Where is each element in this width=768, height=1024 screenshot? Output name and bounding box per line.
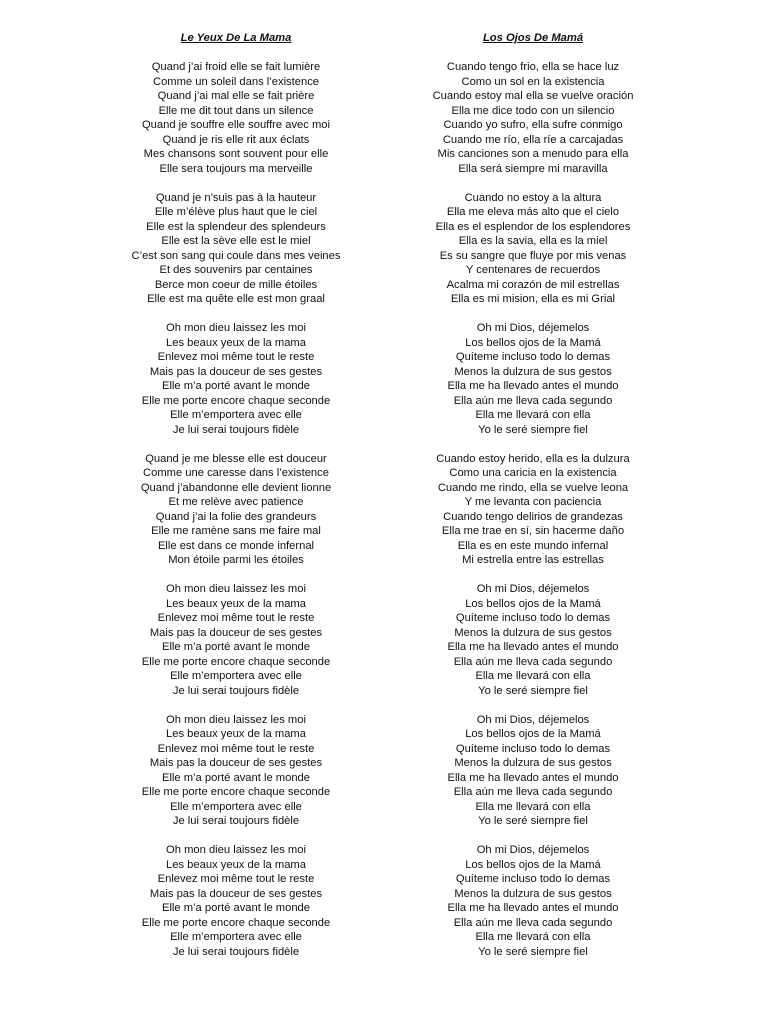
spanish-stanza (373, 60, 693, 176)
spanish-lyric-line: Ella me llevará con ella (475, 409, 591, 421)
french-lyric-line: Les beaux yeux de la mama (166, 858, 306, 871)
spanish-stanzas (373, 60, 693, 959)
french-lyric-line: Elle me porte encore chaque seconde (141, 655, 331, 668)
spanish-lyric-line: Cuando me río, ella ríe a carcajadas (442, 133, 624, 146)
french-lyric-line: Et des souvenirs par centaines (159, 264, 313, 276)
spanish-lyric-line: Oh mi Dios, déjemelos (476, 322, 590, 334)
french-lyric-line: Quand j’ai mal elle se fait prière (157, 90, 315, 102)
french-lyric-line: Mais pas la douceur de ses gestes (149, 757, 323, 769)
spanish-lyric-line: Los bellos ojos de la Mamá (465, 858, 601, 871)
spanish-lyric-line: Oh mi Dios, déjemelos (476, 583, 590, 595)
spanish-stanza (373, 843, 693, 959)
spanish-lyric-line: Ella me ha llevado antes el mundo (447, 380, 619, 392)
french-lyric-line: Elle m’a porté avant le monde (161, 380, 310, 392)
spanish-column (373, 31, 693, 974)
french-lyric-line: Quand je souffre elle souffre avec moi (141, 119, 331, 131)
spanish-lyric-line: Ella me trae en sí, sin hacerme daño (441, 525, 625, 537)
french-stanzas (76, 60, 396, 959)
spanish-lyric-line: Como un sol en la existencia (461, 75, 605, 88)
spanish-lyric-line: Quíteme incluso todo lo demas (455, 351, 611, 363)
spanish-lyric-line: Y me levanta con paciencia (464, 496, 602, 508)
spanish-lyric-line: Menos la dulzura de sus gestos (454, 626, 612, 639)
spanish-lyric-line: Los bellos ojos de la Mamá (465, 597, 601, 610)
spanish-lyric-line: Ella será siempre mi maravilla (458, 162, 608, 175)
french-lyric-line: Mais pas la douceur de ses gestes (149, 626, 323, 639)
spanish-lyric-line: Cuando estoy mal ella se vuelve oración (432, 90, 634, 102)
spanish-lyric-line: Ella me llevará con ella (475, 931, 591, 943)
french-lyric-line: Berce mon coeur de mille étoiles (154, 278, 318, 291)
french-lyric-line: Enlevez moi même tout le reste (157, 742, 315, 755)
spanish-lyric-line: Mis canciones son a menudo para ella (437, 148, 629, 160)
spanish-lyric-line: Cuando estoy herido, ella es la dulzura (436, 452, 630, 465)
french-lyric-line: Quand je ris elle rit aux éclats (162, 133, 310, 146)
french-lyric-line: Elle m’a porté avant le monde (161, 902, 310, 914)
french-lyric-line: Comme un soleil dans l’existence (152, 75, 320, 88)
spanish-lyric-line: Ella me llevará con ella (475, 670, 591, 682)
spanish-lyric-line: Ella me ha llevado antes el mundo (447, 641, 619, 653)
french-lyric-line: Elle est la sève elle est le miel (161, 235, 311, 247)
french-lyric-line: Elle m’élève plus haut que le ciel (154, 206, 318, 218)
spanish-lyric-line: Cuando tengo frio, ella se hace luz (446, 61, 620, 73)
spanish-lyric-line: Ella aún me lleva cada segundo (453, 786, 613, 798)
french-lyric-line: Quand j’ai la folie des grandeurs (155, 510, 317, 523)
spanish-lyric-line: Yo le seré siempre fiel (478, 684, 588, 697)
french-lyric-line: Elle sera toujours ma merveille (159, 162, 313, 175)
french-lyric-line: Elle est dans ce monde infernal (157, 539, 315, 552)
spanish-lyric-line: Ella aún me lleva cada segundo (453, 916, 613, 929)
french-lyric-line: Elle me porte encore chaque seconde (141, 394, 331, 407)
french-lyric-line: Elle me porte encore chaque seconde (141, 786, 331, 798)
french-lyric-line: Elle m’emportera avec elle (170, 670, 302, 682)
french-lyric-line: Quand j’abandonne elle devient lionne (140, 481, 332, 494)
spanish-lyric-line: Ella me eleva más alto que el cielo (446, 206, 620, 218)
spanish-lyric-line: Es su sangre que fluye por mis venas (439, 249, 627, 262)
french-stanza (76, 191, 396, 307)
spanish-stanza (373, 191, 693, 307)
french-lyric-line: Elle m’emportera avec elle (170, 931, 302, 943)
spanish-lyric-line: Ella es el esplendor de los esplendores (435, 220, 631, 233)
french-lyric-line: Les beaux yeux de la mama (166, 597, 306, 610)
french-lyric-line: Elle est la splendeur des splendeurs (146, 220, 326, 233)
french-stanza (76, 843, 396, 959)
spanish-lyric-line: Ella me ha llevado antes el mundo (447, 902, 619, 914)
french-stanza (76, 713, 396, 829)
french-stanza (76, 321, 396, 437)
french-lyric-line: Oh mon dieu laissez les moi (166, 713, 306, 726)
french-lyric-line: Enlevez moi même tout le reste (157, 873, 315, 885)
spanish-lyric-line: Ella es en este mundo infernal (457, 539, 609, 552)
french-lyric-line: Elle me dit tout dans un silence (158, 104, 314, 117)
spanish-lyric-line: Los bellos ojos de la Mamá (465, 336, 601, 349)
french-lyric-line: Je lui serai toujours fidèle (172, 815, 300, 827)
french-lyric-line: Mais pas la douceur de ses gestes (149, 887, 323, 900)
french-stanza (76, 452, 396, 568)
french-lyric-line: C’est son sang qui coule dans mes veines (131, 249, 341, 262)
spanish-stanza (373, 713, 693, 829)
french-lyric-line: Oh mon dieu laissez les moi (166, 322, 306, 334)
spanish-lyric-line: Oh mi Dios, déjemelos (476, 844, 590, 856)
french-stanza (76, 60, 396, 176)
french-lyric-line: Enlevez moi même tout le reste (157, 351, 315, 363)
spanish-lyric-line: Quíteme incluso todo lo demas (455, 742, 611, 755)
french-lyric-line: Je lui serai toujours fidèle (172, 684, 300, 697)
spanish-lyric-line: Los bellos ojos de la Mamá (465, 728, 601, 740)
spanish-lyric-line: Yo le seré siempre fiel (478, 945, 588, 958)
spanish-stanza (373, 452, 693, 568)
spanish-lyric-line: Acalma mi corazón de mil estrellas (446, 278, 620, 291)
french-lyric-line: Et me relève avec patience (168, 496, 304, 508)
spanish-stanza (373, 582, 693, 698)
french-lyric-line: Les beaux yeux de la mama (166, 336, 306, 349)
french-lyric-line: Comme une caresse dans l’existence (143, 467, 329, 479)
spanish-lyric-line: Como una caricia en la existencia (449, 467, 617, 479)
spanish-lyric-line: Menos la dulzura de sus gestos (454, 757, 612, 769)
french-lyric-line: Elle me porte encore chaque seconde (141, 916, 331, 929)
french-title: Le Yeux De La Mama (180, 32, 292, 44)
french-lyric-line: Elle m’a porté avant le monde (161, 641, 310, 653)
spanish-lyric-line: Ella es mi mision, ella es mi Grial (450, 293, 616, 305)
spanish-lyric-line: Cuando me rindo, ella se vuelve leona (437, 481, 629, 494)
spanish-lyric-line: Menos la dulzura de sus gestos (454, 365, 612, 378)
spanish-lyric-line: Cuando yo sufro, ella sufre conmigo (443, 119, 623, 131)
french-lyric-line: Je lui serai toujours fidèle (172, 945, 300, 958)
spanish-stanza (373, 321, 693, 437)
spanish-lyric-line: Ella aún me lleva cada segundo (453, 655, 613, 668)
french-lyric-line: Elle m’emportera avec elle (170, 409, 302, 421)
french-lyric-line: Quand je me blesse elle est douceur (145, 452, 327, 465)
spanish-lyric-line: Ella me llevará con ella (475, 800, 591, 813)
french-lyric-line: Oh mon dieu laissez les moi (166, 583, 306, 595)
spanish-title: Los Ojos De Mamá (482, 32, 584, 44)
french-lyric-line: Elle m’a porté avant le monde (161, 771, 310, 784)
spanish-lyric-line: Cuando tengo delirios de grandezas (443, 510, 623, 523)
spanish-lyric-line: Quíteme incluso todo lo demas (455, 873, 611, 885)
french-lyric-line: Quand j’ai froid elle se fait lumière (151, 61, 321, 73)
french-lyric-line: Mon étoile parmi les étoiles (168, 554, 304, 566)
spanish-lyric-line: Ella me dice todo con un silencio (451, 104, 615, 117)
spanish-lyric-line: Ella es la savia, ella es la miel (458, 235, 608, 247)
french-lyric-line: Quand je n’suis pas à la hauteur (155, 191, 317, 204)
spanish-lyric-line: Yo le seré siempre fiel (478, 815, 588, 827)
french-lyric-line: Je lui serai toujours fidèle (172, 423, 300, 436)
spanish-lyric-line: Cuando no estoy a la altura (464, 191, 602, 204)
french-column (76, 31, 396, 974)
spanish-lyric-line: Y centenares de recuerdos (465, 264, 601, 276)
french-lyric-line: Elle m’emportera avec elle (170, 800, 302, 813)
spanish-lyric-line: Yo le seré siempre fiel (478, 423, 588, 436)
spanish-lyric-line: Ella me ha llevado antes el mundo (447, 771, 619, 784)
french-lyric-line: Elle est ma quête elle est mon graal (147, 293, 325, 305)
french-stanza (76, 582, 396, 698)
french-lyric-line: Mais pas la douceur de ses gestes (149, 365, 323, 378)
spanish-lyric-line: Mi estrella entre las estrellas (462, 554, 604, 566)
french-lyric-line: Les beaux yeux de la mama (166, 728, 306, 740)
french-lyric-line: Mes chansons sont souvent pour elle (143, 148, 329, 160)
spanish-lyric-line: Menos la dulzura de sus gestos (454, 887, 612, 900)
french-lyric-line: Elle me ramène sans me faire mal (151, 525, 321, 537)
spanish-lyric-line: Oh mi Dios, déjemelos (476, 713, 590, 726)
spanish-lyric-line: Ella aún me lleva cada segundo (453, 394, 613, 407)
french-lyric-line: Enlevez moi même tout le reste (157, 612, 315, 624)
french-lyric-line: Oh mon dieu laissez les moi (166, 844, 306, 856)
spanish-lyric-line: Quíteme incluso todo lo demas (455, 612, 611, 624)
